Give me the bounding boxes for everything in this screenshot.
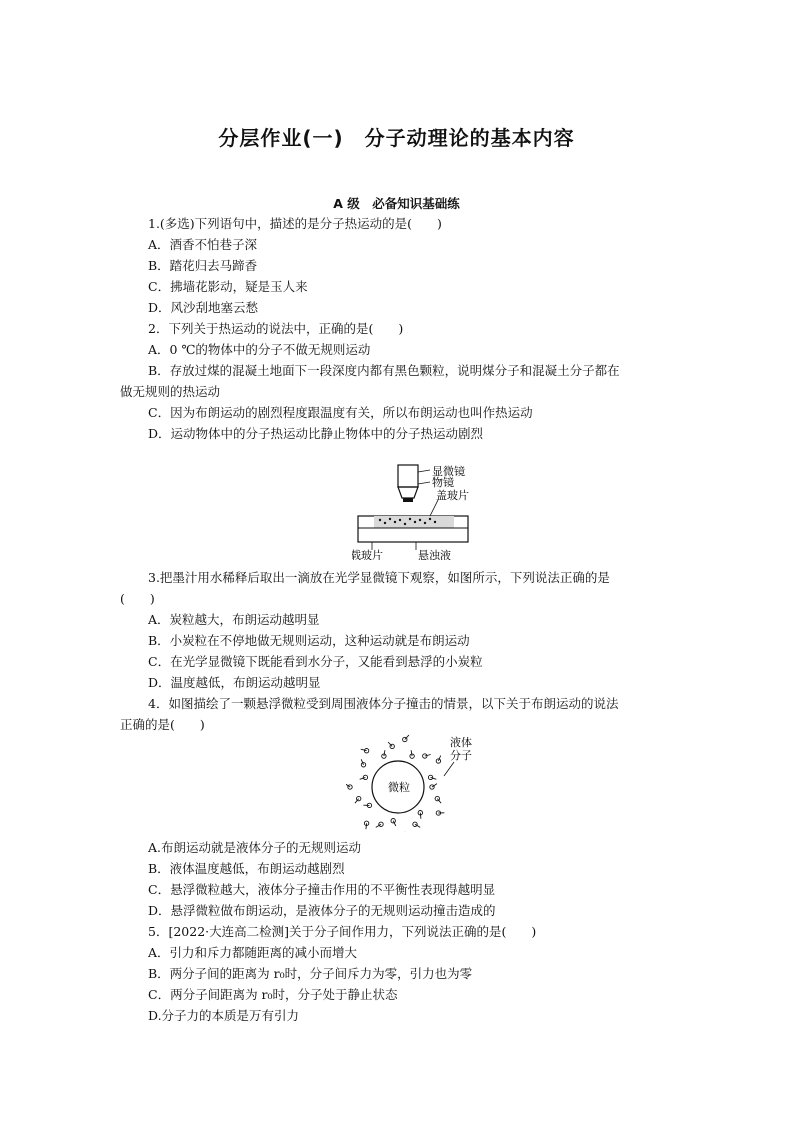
question-4-stem-continued: 正确的是( ) — [120, 717, 205, 732]
question-3-option-b: B．小炭粒在不停地做无规则运动，这种运动就是布朗运动 — [148, 633, 470, 648]
label-particle: 微粒 — [388, 781, 410, 794]
question-4-option-b: B．液体温度越低，布朗运动越剧烈 — [148, 861, 345, 876]
question-4-stem: 4．如图描绘了一颗悬浮微粒受到周围液体分子撞击的情景，以下关于布朗运动的说法 — [148, 696, 619, 711]
label-slide: 载玻片 — [352, 549, 383, 560]
question-2-option-b: B．存放过煤的混凝土地面下一段深度内都有黑色颗粒，说明煤分子和混凝土分子都在 — [148, 363, 620, 378]
liquid-molecule — [379, 822, 383, 826]
question-5-option-b: B．两分子间的距离为 r₀时，分子间斥力为零，引力也为零 — [148, 966, 473, 981]
question-1-option-c: C．拂墙花影动，疑是玉人来 — [148, 279, 308, 294]
label-molecule: 分子 — [450, 749, 472, 762]
question-4-option-c: C．悬浮微粒越大，液体分子撞击作用的不平衡性表现得越明显 — [148, 882, 496, 897]
label-objective: 物镜 — [432, 476, 454, 489]
molecule-motion-arrow — [384, 750, 385, 756]
question-4-option-d: D．悬浮微粒做布朗运动，是液体分子的无规则运动撞击造成的 — [148, 903, 496, 918]
question-1-option-b: B．踏花归去马蹄香 — [148, 258, 258, 273]
question-3-option-a: A．炭粒越大，布朗运动越明显 — [148, 612, 320, 627]
question-5-option-d: D.分子力的本质是万有引力 — [148, 1008, 300, 1023]
label-liquid: 液体 — [450, 736, 472, 749]
question-5-option-c: C．两分子间距离为 r₀时，分子处于静止状态 — [148, 987, 398, 1002]
question-4-option-a: A.布朗运动就是液体分子的无规则运动 — [148, 840, 362, 855]
question-1-stem: 1.(多选)下列语句中，描述的是分子热运动的是( ) — [148, 216, 442, 231]
question-3-option-c: C．在光学显微镜下既能看到水分子，又能看到悬浮的小炭粒 — [148, 654, 483, 669]
question-1-option-d: D．风沙刮地塞云愁 — [148, 300, 259, 315]
particle-figure — [346, 732, 476, 832]
section-heading: A 级 必备知识基础练 — [333, 196, 460, 211]
question-3-option-d: D．温度越低，布朗运动越明显 — [148, 675, 321, 690]
question-2-stem: 2．下列关于热运动的说法中，正确的是( ) — [148, 321, 404, 336]
question-5-stem: 5．[2022·大连高二检测]关于分子间作用力，下列说法正确的是( ) — [148, 924, 537, 939]
liquid-molecule — [413, 822, 417, 826]
label-microscope: 显微镜 — [432, 465, 465, 478]
question-3-stem-continued: ( ) — [120, 591, 155, 606]
question-2-option-b-continued: 做无规则的热运动 — [120, 384, 221, 399]
label-cover-slip: 盖玻片 — [436, 489, 469, 502]
question-2-option-c: C．因为布朗运动的剧烈程度跟温度有关，所以布朗运动也叫作热运动 — [148, 405, 533, 420]
question-2-option-a: A．0 ℃的物体中的分子不做无规则运动 — [148, 342, 371, 357]
question-2-option-d: D．运动物体中的分子热运动比静止物体中的分子热运动剧烈 — [148, 426, 484, 441]
page-title: 分层作业(一) 分子动理论的基本内容 — [218, 126, 575, 150]
question-3-stem: 3.把墨汁用水稀释后取出一滴放在光学显微镜下观察，如图所示，下列说法正确的是 — [148, 570, 610, 585]
question-5-option-a: A．引力和斥力都随距离的减小而增大 — [148, 945, 358, 960]
molecule-motion-arrow — [366, 823, 367, 829]
liquid-molecule — [363, 775, 367, 779]
molecule-motion-arrow — [361, 749, 367, 751]
liquid-molecule — [428, 775, 432, 779]
question-1-option-a: A．酒香不怕巷子深 — [148, 237, 258, 252]
microscope-figure — [352, 462, 472, 560]
molecule-motion-arrow — [411, 750, 412, 756]
label-suspension: 悬浊液 — [418, 549, 451, 560]
molecule-motion-arrow — [420, 813, 421, 819]
molecule-motion-arrow — [425, 755, 431, 757]
